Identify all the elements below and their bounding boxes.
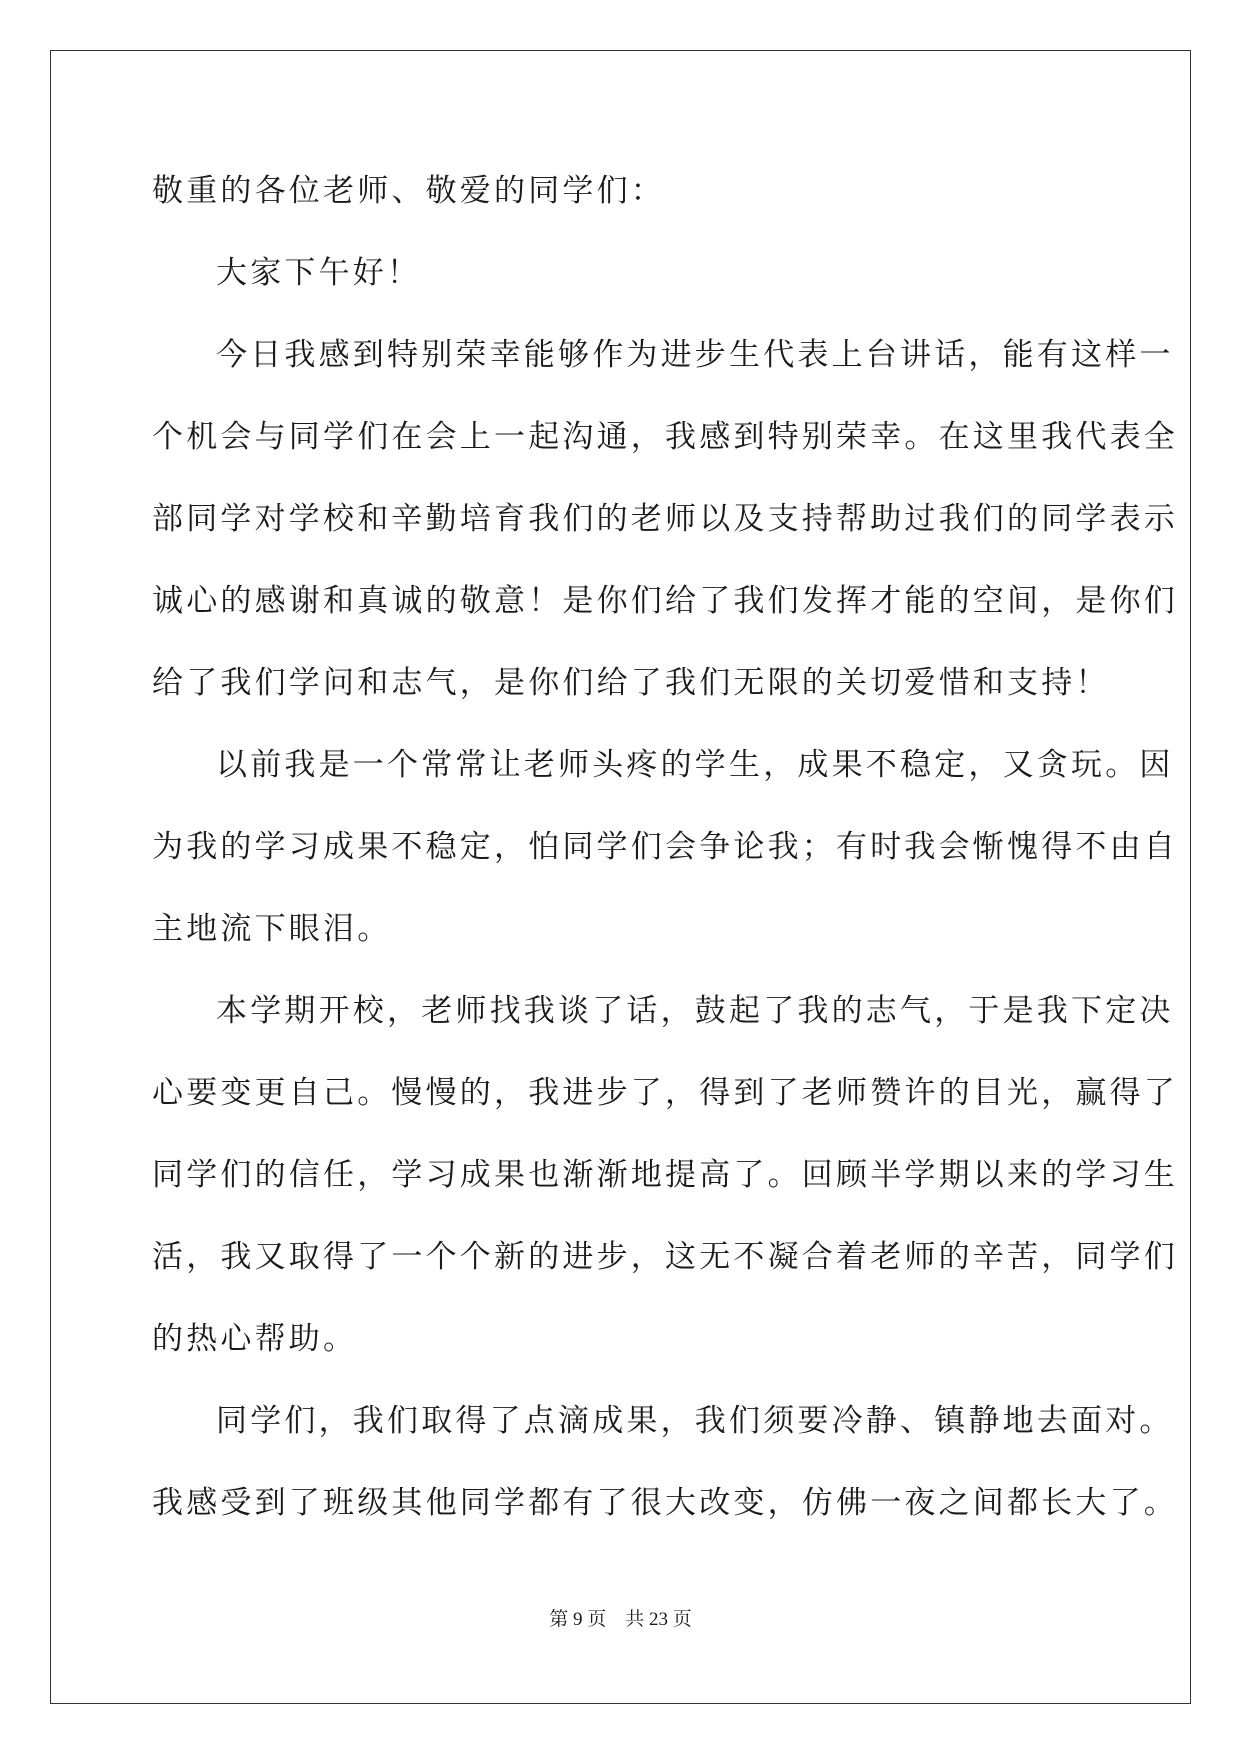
page-total: 共 23 页 (625, 1609, 692, 1630)
text-line: 本学期开校，老师找我谈了话，鼓起了我的志气，于是我下定决 (216, 993, 1174, 1029)
text-line: 主地流下眼泪。 (152, 911, 392, 947)
text-line: 诚心的感谢和真诚的敬意！是你们给了我们发挥才能的空间，是你们 (152, 583, 1178, 619)
text-line: 今日我感到特别荣幸能够作为进步生代表上台讲话，能有这样一 (216, 337, 1174, 373)
page-number: 第 9 页 (549, 1609, 607, 1630)
text-line: 活，我又取得了一个个新的进步，这无不凝合着老师的辛苦，同学们 (152, 1239, 1178, 1275)
text-line: 的热心帮助。 (152, 1321, 358, 1357)
text-line: 个机会与同学们在会上一起沟通，我感到特别荣幸。在这里我代表全 (152, 419, 1178, 455)
text-line: 为我的学习成果不稳定，怕同学们会争论我；有时我会惭愧得不由自 (152, 829, 1178, 865)
text-line: 以前我是一个常常让老师头疼的学生，成果不稳定，又贪玩。因 (216, 747, 1174, 783)
text-line: 部同学对学校和辛勤培育我们的老师以及支持帮助过我们的同学表示 (152, 501, 1178, 537)
salutation-line: 敬重的各位老师、敬爱的同学们： (152, 173, 665, 209)
greeting-line: 大家下午好！ (216, 255, 422, 291)
document-body (152, 165, 1178, 1559)
text-line: 同学们，我们取得了点滴成果，我们须要冷静、镇静地去面对。 (216, 1403, 1174, 1439)
text-line: 我感受到了班级其他同学都有了很大改变，仿佛一夜之间都长大了。 (152, 1485, 1178, 1521)
page-footer (0, 1604, 1241, 1631)
text-line: 同学们的信任，学习成果也渐渐地提高了。回顾半学期以来的学习生 (152, 1157, 1178, 1193)
text-line: 给了我们学问和志气，是你们给了我们无限的关切爱惜和支持！ (152, 665, 1110, 701)
text-line: 心要变更自己。慢慢的，我进步了，得到了老师赞许的目光，赢得了 (152, 1075, 1178, 1111)
